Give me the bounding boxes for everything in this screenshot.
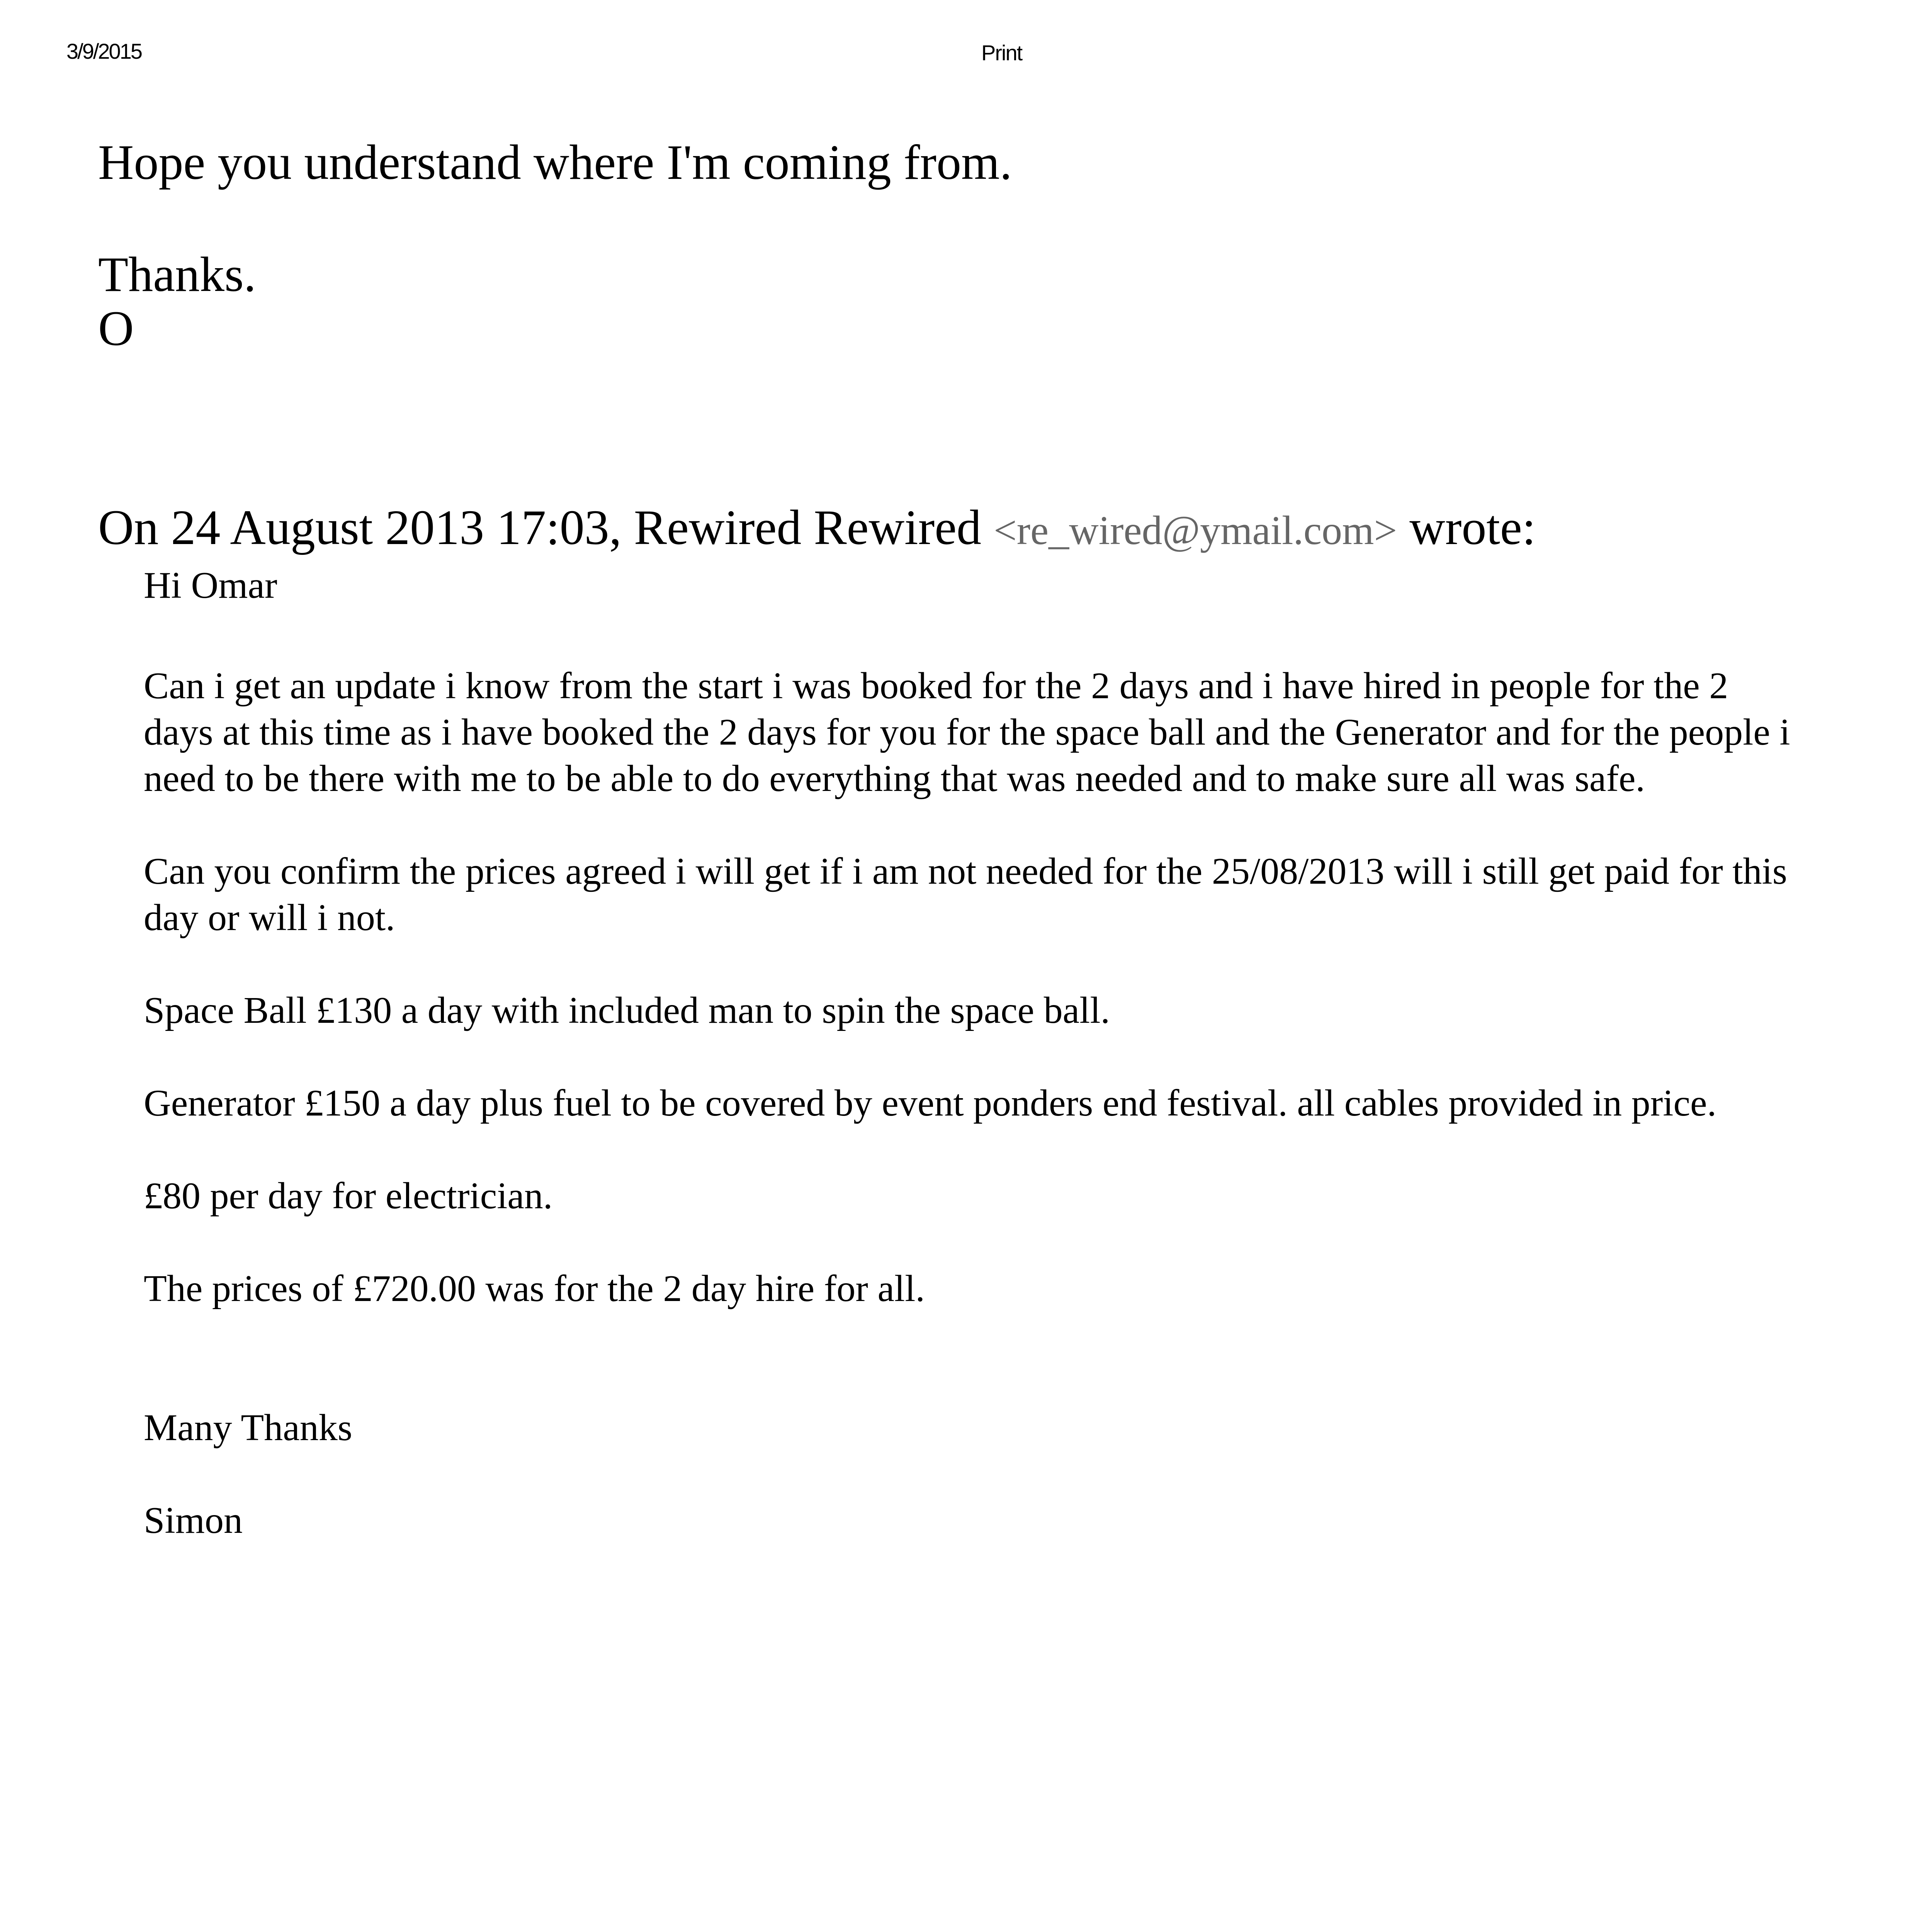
quoted-paragraph: The prices of £720.00 was for the 2 day hire for all. — [144, 1268, 925, 1310]
quoted-signature: Simon — [144, 1500, 243, 1541]
reply-signoff: O — [98, 301, 134, 356]
reply-thanks: Thanks. — [98, 247, 256, 302]
print-title: Print — [981, 41, 1022, 65]
quoted-message — [144, 562, 1805, 1590]
quoted-paragraph: Generator £150 a day plus fuel to be covered by event ponders end festival. all cables provided in price. — [144, 1082, 1717, 1124]
quoted-paragraph: Can you confirm the prices agreed i will get if i am not needed for the 25/08/2013 will i still get paid for this day or will i not. — [144, 850, 1787, 939]
sender-email: <re_wired@ymail.com> — [994, 508, 1397, 553]
quoted-closing: Many Thanks — [144, 1407, 352, 1449]
quoted-greeting: Hi Omar — [144, 565, 277, 606]
quoted-paragraph: £80 per day for electrician. — [144, 1175, 553, 1217]
quote-attribution — [98, 498, 1536, 560]
quoted-paragraph: Can i get an update i know from the start i was booked for the 2 days and i have hired in people for the 2 days at this time as i have booked the 2 days for you for the space ball and the Generator and for the people i need to be there with me to be able to do everything that was needed and to make sure all was safe. — [144, 665, 1790, 799]
quoted-paragraph: Space Ball £130 a day with included man to spin the space ball. — [144, 990, 1110, 1031]
reply-body — [98, 135, 1012, 355]
print-date: 3/9/2015 — [66, 39, 141, 63]
quote-attribution-suffix: wrote: — [1397, 500, 1536, 555]
reply-line: Hope you understand where I'm coming from. — [98, 135, 1012, 190]
quote-attribution-prefix: On 24 August 2013 17:03, Rewired Rewired — [98, 500, 994, 555]
